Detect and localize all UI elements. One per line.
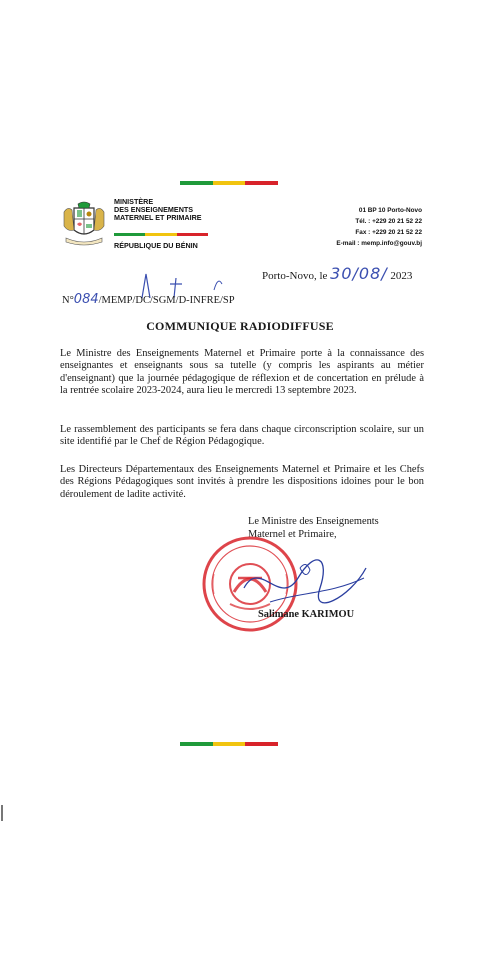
- paragraph-3: Les Directeurs Départementaux des Enseignements Maternel et Primaire et les Chefs des Régions Pédagogiques sont invités à prendre les dispositions idoines pour le bon déroulement de ladite activité.: [60, 464, 424, 500]
- document-title: COMMUNIQUE RADIODIFFUSE: [146, 319, 334, 333]
- ministry-line-1: MINISTÈRE: [114, 197, 154, 206]
- benin-coat-of-arms-icon: [60, 200, 108, 246]
- paragraph-2: Le rassemblement des participants se fera dans chaque circonscription scolaire, sur un site identifié par le Chef de Région Pédagogique.: [60, 424, 424, 448]
- reference-suffix: /MEMP/DC/SGM/D-INFRE/SP: [98, 295, 235, 306]
- flag-stripe-bottom: [180, 742, 278, 746]
- date-year: 2023: [390, 270, 413, 282]
- republic-name: RÉPUBLIQUE DU BÉNIN: [114, 241, 198, 250]
- flag-stripe-top: [180, 181, 278, 185]
- reference-prefix: N°: [62, 295, 74, 306]
- signatory-name: Salimane KARIMOU: [258, 609, 355, 620]
- ministry-line-2: DES ENSEIGNEMENTS: [114, 205, 194, 215]
- reference-number: [62, 292, 235, 307]
- contact-block: [336, 205, 422, 249]
- signatory-title-line-2: Maternel et Primaire,: [248, 529, 337, 540]
- handwritten-signature-icon: [240, 548, 370, 618]
- date-prefix: Porto-Novo, le: [262, 270, 328, 282]
- ministry-line-3: MATERNEL ET PRIMAIRE: [114, 213, 202, 223]
- contact-fax: Fax : +229 20 21 52 22: [355, 229, 422, 236]
- contact-tel: Tél. : +229 20 21 52 22: [355, 218, 422, 225]
- ministry-flag-stripe: [114, 233, 208, 236]
- date-line: [262, 264, 412, 283]
- contact-email: E-mail : memp.info@gouv.bj: [336, 240, 422, 247]
- paragraph-1: Le Ministre des Enseignements Maternel et Primaire porte à la connaissance des enseignantes et enseignants sous sa tutelle (y compris les aspirants au métier d'enseignant) que la journée pédagogique de réflexion et de concertation en prélude à la rentrée scolaire 2023-2024, aura lieu le mercredi 13 septembre 2023.: [60, 348, 424, 397]
- signatory-title-line-1: Le Ministre des Enseignements: [248, 516, 379, 527]
- edge-mark: [1, 805, 3, 821]
- ministry-name: [114, 198, 202, 223]
- date-handwritten: 30/08/: [330, 264, 388, 283]
- reference-handwritten-number: 084: [73, 292, 99, 307]
- contact-address: 01 BP 10 Porto-Novo: [358, 207, 422, 214]
